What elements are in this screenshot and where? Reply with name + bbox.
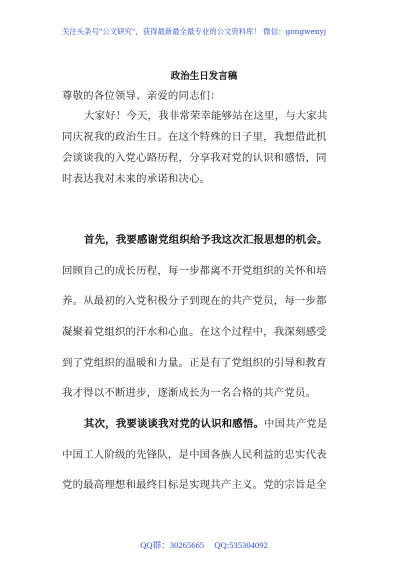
- header-banner: 关注头条号"公文研究"，获得最新最全最专业的公文资料库！ 微信：gongwenyj: [62, 27, 327, 36]
- paragraph-line: 到了党组织的温暖和力量。正是有了党组织的引导和教育: [62, 357, 327, 369]
- section-heading: 首先，我要感谢党组织给予我这次汇报思想的机会。: [84, 234, 328, 246]
- paragraph-line: 养。从最初的入党积极分子到现在的共产党员，每一步都: [62, 295, 327, 307]
- paragraph-line: 回顾自己的成长历程，每一步都离不开党组织的关怀和培: [62, 265, 327, 277]
- paragraph-line: 会谈谈我的入党心路历程，分享我对党的认识和感悟，同: [62, 152, 327, 164]
- document-title: 政治生日发言稿: [170, 71, 238, 82]
- qq-group-text: QQ群：30265665: [140, 540, 205, 550]
- paragraph-line: 凝聚着党组织的汗水和心血。在这个过程中，我深刻感受: [62, 326, 327, 338]
- paragraph-line: 我才得以不断进步，逐渐成长为一名合格的共产党员。: [62, 387, 317, 399]
- qq-text: QQ:535304092: [214, 540, 268, 550]
- paragraph-text: 中国共产党是: [264, 418, 328, 430]
- paragraph-line: 党的最高理想和最终目标是实现共产主义。党的宗旨是全: [62, 479, 327, 491]
- paragraph-line: 中国工人阶级的先锋队，是中国各族人民利益的忠实代表: [62, 449, 327, 461]
- paragraph-line: 时表达我对未来的承诺和决心。: [62, 173, 211, 185]
- greeting: 尊敬的各位领导、亲爱的同志们：: [62, 90, 221, 102]
- footer-contacts: [0, 539, 408, 551]
- paragraph-line: 大家好！今天，我非常荣幸能够站在这里，与大家共: [84, 110, 328, 122]
- paragraph-line: 同庆祝我的政治生日。在这个特殊的日子里，我想借此机: [62, 131, 327, 143]
- paragraph-line-mixed: [84, 415, 374, 430]
- section-heading: 其次，我要谈谈我对党的认识和感悟。: [84, 418, 265, 430]
